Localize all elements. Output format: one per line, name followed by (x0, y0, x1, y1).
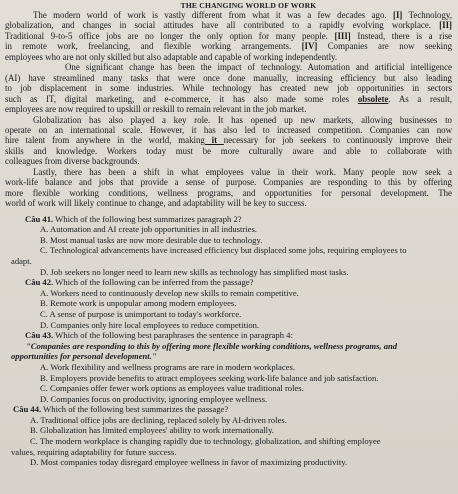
question-42 (5, 277, 452, 330)
answer-option-c: C. Companies offer fewer work options as employees value traditional roles. (40, 383, 304, 394)
question-41 (5, 214, 452, 278)
insertion-marker: [IV] (301, 41, 318, 52)
answer-option-c-continued: adapt. (11, 255, 32, 266)
paragraph-line: hire talent from anywhere in the world, making it necessary for job seekers to continuously improve their (5, 135, 452, 146)
answer-option-c: C. The modern workplace is changing rapidly due to technology, globalization, and shifting employee (30, 436, 381, 447)
paragraph-line: operate on an international scale. However, it has also led to increased competition. Companies can now (5, 124, 452, 135)
answer-option-d: D. Companies focus on productivity, ignoring employee wellness. (40, 393, 268, 404)
paragraph-line: The modern world of work is vastly different from what it was a few decades ago. [I] Technology, (33, 10, 452, 20)
question-list (5, 214, 452, 468)
question-number: Câu 44. (13, 404, 42, 415)
answer-option-a: A. Traditional office jobs are declining, replaced solely by AI-driven roles. (30, 414, 287, 425)
answer-option-b: B. Globalization has limited employees' ability to work internationally. (30, 425, 274, 436)
question-43 (5, 330, 452, 404)
answer-option-c: C. A sense of purpose is unimportant to today's workforce. (40, 308, 242, 319)
question-stem (5, 330, 452, 341)
question-stem (5, 404, 452, 415)
question-text: Which of the following can be inferred from the passage? (53, 277, 254, 288)
question-number: Câu 42. (25, 277, 54, 288)
question-text: Which of the following best summarizes paragraph 2? (53, 213, 242, 224)
quoted-sentence: "Companies are responding to this by offering more flexible working conditions, wellness programs, and (26, 340, 398, 351)
underlined-word: obsolete (357, 93, 389, 104)
insertion-marker: [I] (393, 10, 403, 20)
paragraph-line: work-life balance and jobs that provide a sense of purpose. Companies are responding to this by offering (5, 177, 452, 188)
paragraph-line: in remote work, freelancing, and flexible working arrangements. [IV] Companies are now seeking (5, 41, 453, 52)
paragraph-line: world of work will likely continue to change, and adaptability will be key to success. (5, 198, 307, 209)
paragraph-line: colleagues from diverse backgrounds. (5, 156, 140, 167)
insertion-marker: [III] (334, 30, 351, 41)
answer-option-b: B. Employers provide benefits to attract employees seeking work-life balance and job satisfaction. (40, 372, 379, 383)
paragraph-line: to job displacement in some industries. While technology has created new job opportunities in sectors (5, 83, 452, 94)
paragraph-line: employees are now required to upskill or reskill to remain relevant in the job market. (5, 104, 307, 115)
question-stem (5, 214, 452, 225)
paragraph-line: (AI) have streamlined many tasks that were once done manually, increasing efficiency but also leading (5, 72, 452, 83)
underlined-word: it (204, 135, 224, 146)
paragraph-line: employees who are not only skilled but also adaptable and capable of working independently. (5, 51, 338, 62)
answer-option-d: D. Companies only hire local employees to reduce competition. (40, 319, 260, 330)
answer-option-c-continued: values, requiring adaptability for future success. (11, 446, 177, 457)
answer-option-d: D. Most companies today disregard employee wellness in favor of maximizing productivity. (30, 457, 348, 468)
question-number: Câu 43. (25, 330, 54, 341)
insertion-marker: [II] (439, 20, 452, 31)
question-text: Which of the following best summarizes the passage? (41, 404, 229, 415)
answer-option-b: B. Most manual tasks are now more desirable due to technology. (40, 234, 263, 245)
answer-option-a: A. Automation and AI create job opportunities in all industries. (40, 224, 257, 235)
paragraph-line: One significant change has been the impact of technology. Automation and artificial intelligence (65, 62, 452, 73)
paragraph-line: skills and knowledge. Workers today must be more culturally aware and able to collaborate with (5, 145, 452, 156)
question-44 (5, 404, 452, 468)
question-number: Câu 41. (25, 213, 54, 224)
answer-option-a: A. Workers need to continuously develop new skills to remain competitive. (40, 287, 299, 298)
question-text: Which of the following best paraphrases the sentence in paragraph 4: (53, 330, 293, 341)
answer-option-d: D. Job seekers no longer need to learn new skills as technology has simplified most tasks. (40, 266, 349, 277)
paragraph-line: Traditional 9-to-5 office jobs are no longer the only option for many people. [III] Instead, there is a rise (5, 30, 452, 41)
passage-title: THE CHANGING WORLD OF WORK (180, 1, 317, 10)
answer-option-a: A. Work flexibility and wellness programs are rare in modern workplaces. (40, 361, 295, 372)
paragraph-line: such as IT, digital marketing, and e-commerce, it has also made some roles obsolete. As a result, (5, 93, 452, 104)
answer-option-c: C. Technological advancements have increased efficiency but displaced some jobs, requiring employees to (40, 245, 407, 256)
paragraph-1 (5, 10, 452, 62)
paragraph-line: Globalization has also played a key role. It has opened up new markets, allowing businesses to (33, 114, 452, 125)
paragraph-line: more flexible working conditions, wellness programs, and opportunities for personal development. The (5, 187, 452, 198)
answer-option-b: B. Remote work is unpopular among modern employees. (40, 298, 237, 309)
reading-passage (5, 10, 452, 209)
quoted-sentence-continued: opportunities for personal development." (11, 351, 157, 362)
paragraph-3 (5, 115, 452, 167)
question-stem (5, 277, 452, 288)
paragraph-2 (5, 62, 452, 114)
paragraph-line: globalization, and changes in social attitudes have all contributed to a rapidly evolving workplace. [II] (5, 20, 452, 31)
paragraph-4 (5, 167, 452, 209)
paragraph-line: Lastly, there has been a shift in what employees value in their work. Many people now seek a (33, 166, 452, 177)
